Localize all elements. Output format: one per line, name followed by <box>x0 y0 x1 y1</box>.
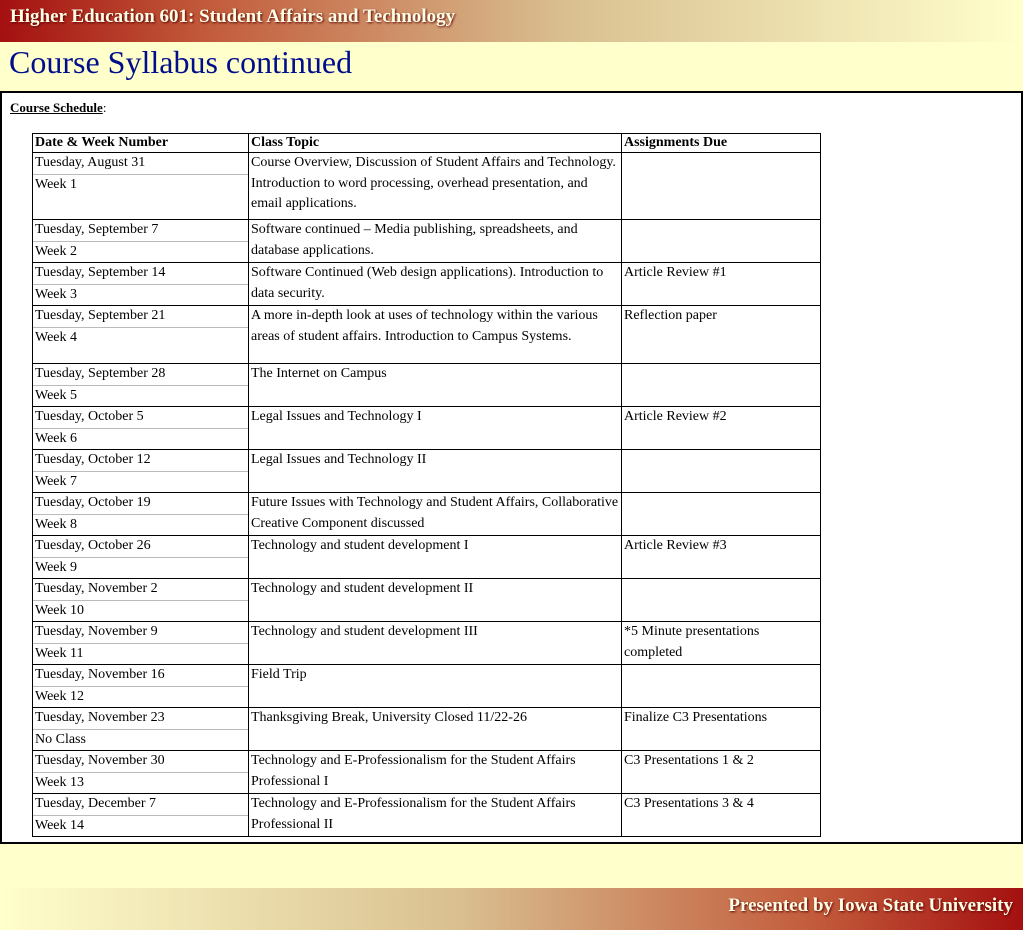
week-number: Week 11 <box>35 645 84 661</box>
section-heading-label: Course Schedule <box>10 100 103 115</box>
date-week-cell <box>33 263 249 306</box>
footer-credit: Presented by Iowa State University <box>728 895 1013 916</box>
week-number: Week 8 <box>35 516 78 532</box>
assignment-due: C3 Presentations 3 & 4 <box>622 794 821 837</box>
table-row <box>33 579 821 622</box>
content-box <box>0 91 1023 844</box>
date-week-cell <box>33 153 249 220</box>
class-topic: Technology and student development III <box>249 622 622 665</box>
date-week-cell <box>33 493 249 536</box>
assignment-due: Article Review #1 <box>622 263 821 306</box>
class-date: Tuesday, November 23 <box>33 708 248 730</box>
table-row <box>33 536 821 579</box>
class-topic: Software continued – Media publishing, spreadsheets, and database applications. <box>249 220 622 263</box>
class-date: Tuesday, October 19 <box>33 493 248 515</box>
class-topic: Software Continued (Web design applications). Introduction to data security. <box>249 263 622 306</box>
week-number: Week 1 <box>35 176 78 192</box>
class-date: Tuesday, November 30 <box>33 751 248 773</box>
assignment-due: C3 Presentations 1 & 2 <box>622 751 821 794</box>
assignment-due <box>622 665 821 708</box>
week-number: Week 2 <box>35 243 78 259</box>
date-week-cell <box>33 450 249 493</box>
week-number: Week 7 <box>35 473 78 489</box>
assignment-due: Reflection paper <box>622 306 821 364</box>
class-topic: Legal Issues and Technology I <box>249 407 622 450</box>
page-title: Course Syllabus continued <box>9 44 353 80</box>
date-week-cell <box>33 306 249 364</box>
class-topic: Future Issues with Technology and Student Affairs, Collaborative Creative Component discussed <box>249 493 622 536</box>
week-number: Week 5 <box>35 387 78 403</box>
week-number: Week 4 <box>35 329 78 345</box>
week-number: No Class <box>35 731 86 747</box>
date-week-cell <box>33 220 249 263</box>
date-week-cell <box>33 708 249 751</box>
assignment-due <box>622 153 821 220</box>
week-number: Week 6 <box>35 430 78 446</box>
class-date: Tuesday, November 2 <box>33 579 248 601</box>
class-topic: Technology and E-Professionalism for the Student Affairs Professional I <box>249 751 622 794</box>
class-date: Tuesday, August 31 <box>33 153 248 175</box>
table-header-row <box>33 134 821 153</box>
table-row <box>33 493 821 536</box>
date-week-cell <box>33 622 249 665</box>
assignment-due <box>622 220 821 263</box>
class-date: Tuesday, November 16 <box>33 665 248 687</box>
class-topic: Technology and E-Professionalism for the Student Affairs Professional II <box>249 794 622 837</box>
class-date: Tuesday, October 26 <box>33 536 248 558</box>
week-number: Week 12 <box>35 688 85 704</box>
assignment-due <box>622 364 821 407</box>
table-row <box>33 450 821 493</box>
table-row <box>33 407 821 450</box>
date-week-cell <box>33 364 249 407</box>
class-topic: Field Trip <box>249 665 622 708</box>
assignment-due: *5 Minute presentations completed <box>622 622 821 665</box>
schedule-body <box>33 153 821 837</box>
assignment-due <box>622 493 821 536</box>
table-row <box>33 153 821 220</box>
class-date: Tuesday, November 9 <box>33 622 248 644</box>
week-number: Week 14 <box>35 817 85 833</box>
bottom-banner <box>0 888 1023 930</box>
assignment-due <box>622 450 821 493</box>
week-number: Week 10 <box>35 602 85 618</box>
course-title: Higher Education 601: Student Affairs and Technology <box>10 6 456 27</box>
week-number: Week 3 <box>35 286 78 302</box>
assignment-due: Article Review #3 <box>622 536 821 579</box>
date-week-cell <box>33 579 249 622</box>
column-header-topic: Class Topic <box>249 134 622 153</box>
date-week-cell <box>33 794 249 837</box>
date-week-cell <box>33 407 249 450</box>
section-heading <box>10 100 106 116</box>
class-topic: Technology and student development II <box>249 579 622 622</box>
section-heading-colon: : <box>102 100 107 115</box>
class-date: Tuesday, December 7 <box>33 794 248 816</box>
class-topic: Technology and student development I <box>249 536 622 579</box>
table-row <box>33 665 821 708</box>
class-topic: A more in-depth look at uses of technology within the various areas of student affairs. Introduction to Campus Systems. <box>249 306 622 364</box>
class-topic: Legal Issues and Technology II <box>249 450 622 493</box>
week-number: Week 9 <box>35 559 78 575</box>
class-topic: Thanksgiving Break, University Closed 11/22-26 <box>249 708 622 751</box>
assignment-due: Finalize C3 Presentations <box>622 708 821 751</box>
class-date: Tuesday, September 7 <box>33 220 248 242</box>
column-header-assignments: Assignments Due <box>622 134 821 153</box>
table-row <box>33 794 821 837</box>
date-week-cell <box>33 536 249 579</box>
table-row <box>33 708 821 751</box>
column-header-date: Date & Week Number <box>33 134 249 153</box>
class-date: Tuesday, September 21 <box>33 306 248 328</box>
class-date: Tuesday, October 5 <box>33 407 248 429</box>
table-row <box>33 622 821 665</box>
top-banner <box>0 0 1023 42</box>
date-week-cell <box>33 751 249 794</box>
assignment-due: Article Review #2 <box>622 407 821 450</box>
table-row <box>33 263 821 306</box>
course-schedule-table <box>32 133 821 837</box>
class-topic: Course Overview, Discussion of Student Affairs and Technology. Introduction to word processing, overhead presentation, and email applications. <box>249 153 622 220</box>
table-row <box>33 306 821 364</box>
table-row <box>33 364 821 407</box>
class-topic: The Internet on Campus <box>249 364 622 407</box>
assignment-due <box>622 579 821 622</box>
table-row <box>33 751 821 794</box>
week-number: Week 13 <box>35 774 85 790</box>
class-date: Tuesday, October 12 <box>33 450 248 472</box>
class-date: Tuesday, September 14 <box>33 263 248 285</box>
class-date: Tuesday, September 28 <box>33 364 248 386</box>
table-row <box>33 220 821 263</box>
date-week-cell <box>33 665 249 708</box>
